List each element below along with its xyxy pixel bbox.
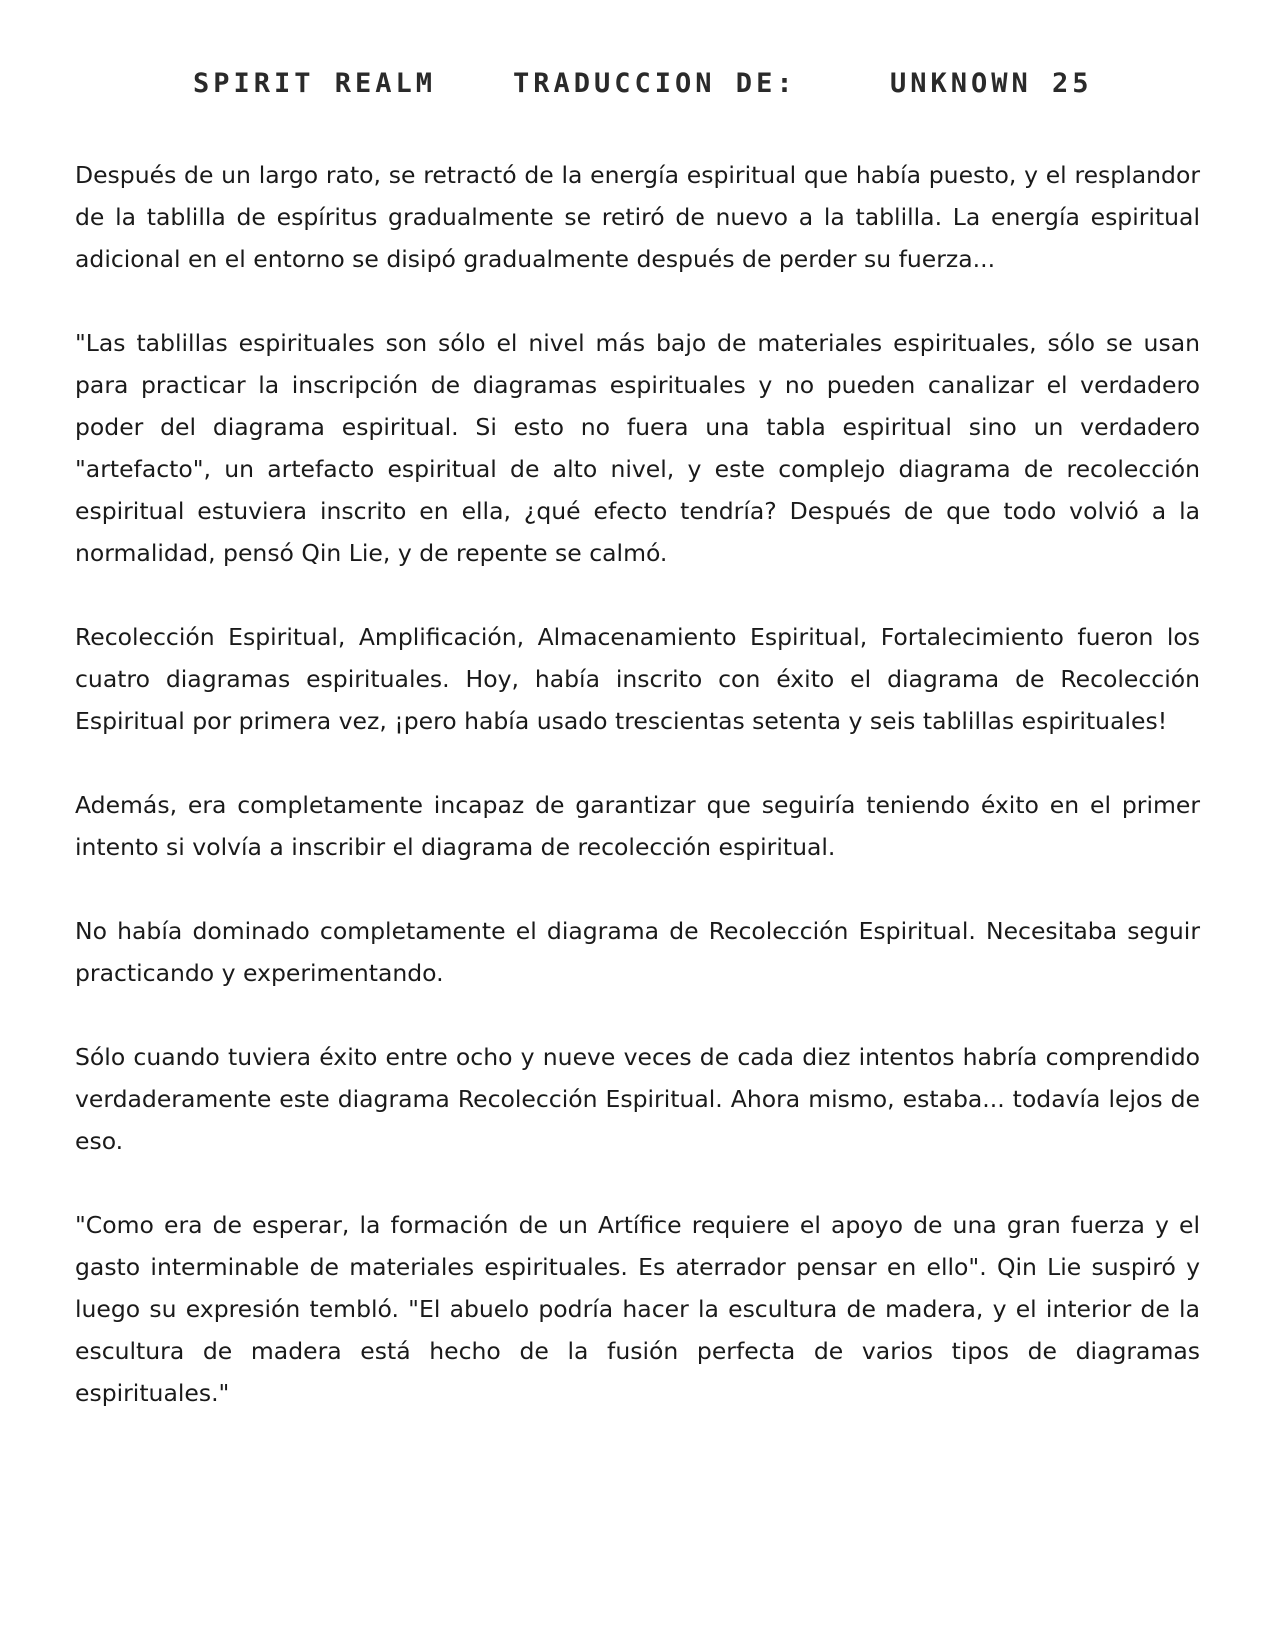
paragraph: Además, era completamente incapaz de garantizar que seguiría teniendo éxito en el primer intento si volvía a inscribir el diagrama de recolección espiritual. xyxy=(75,791,1200,861)
document-page xyxy=(75,0,1200,1650)
paragraph: No había dominado completamente el diagrama de Recolección Espiritual. Necesitaba seguir practicando y experimentando. xyxy=(75,917,1200,987)
page-header xyxy=(75,68,1200,108)
header-translation-label: TRADUCCION DE: xyxy=(513,68,797,99)
paragraph: "Como era de esperar, la formación de un Artífice requiere el apoyo de una gran fuerza y el gasto interminable de materiales espirituales. Es aterrador pensar en ello". Qin Lie suspiró y luego su expresión tembló. "El abuelo podría hacer la escultura de madera, y el interior de la escultura de madera está hecho de la fusión perfecta de varios tipos de diagramas espirituales." xyxy=(75,1211,1200,1407)
header-series-title: SPIRIT REALM xyxy=(193,68,437,99)
paragraph: "Las tablillas espirituales son sólo el nivel más bajo de materiales espirituales, sólo se usan para practicar la inscripción de diagramas espirituales y no pueden canalizar el verdadero poder del diagrama espiritual. Si esto no fuera una tabla espiritual sino un verdadero "artefacto", un artefacto espiritual de alto nivel, y este complejo diagrama de recolección espiritual estuviera inscrito en ella, ¿qué efecto tendría? Después de que todo volvió a la normalidad, pensó Qin Lie, y de repente se calmó. xyxy=(75,329,1200,567)
document-body xyxy=(75,154,1200,1456)
header-chapter: UNKNOWN 25 xyxy=(890,68,1093,99)
paragraph: Sólo cuando tuviera éxito entre ocho y nueve veces de cada diez intentos habría comprendido verdaderamente este diagrama Recolección Espiritual. Ahora mismo, estaba... todavía lejos de eso. xyxy=(75,1043,1200,1155)
paragraph: Recolección Espiritual, Amplificación, Almacenamiento Espiritual, Fortalecimiento fueron los cuatro diagramas espirituales. Hoy, había inscrito con éxito el diagrama de Recolección Espiritual por primera vez, ¡pero había usado trescientas setenta y seis tablillas espirituales! xyxy=(75,623,1200,735)
paragraph: Después de un largo rato, se retractó de la energía espiritual que había puesto, y el resplandor de la tablilla de espíritus gradualmente se retiró de nuevo a la tablilla. La energía espiritual adicional en el entorno se disipó gradualmente después de perder su fuerza... xyxy=(75,161,1200,273)
